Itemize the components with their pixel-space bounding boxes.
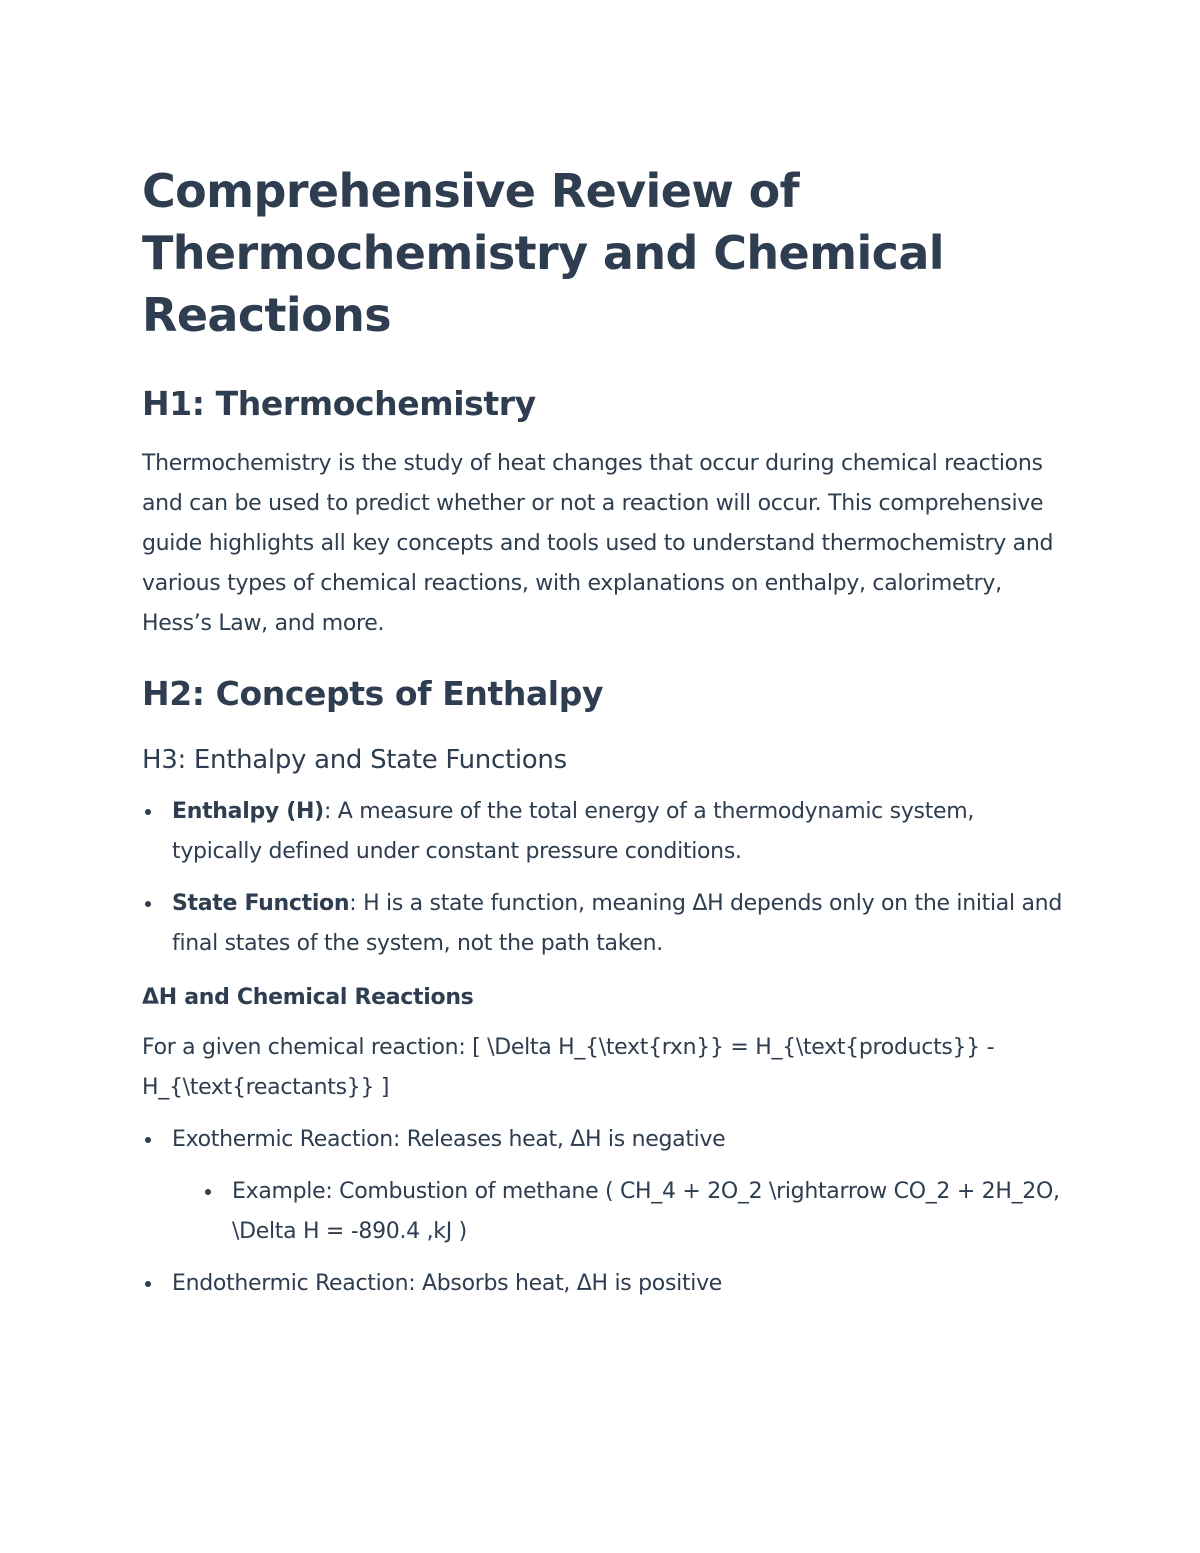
section-heading-thermochemistry: H1: Thermochemistry xyxy=(142,384,536,423)
subsection-heading-state-functions: H3: Enthalpy and State Functions xyxy=(142,745,567,775)
bullet-text: H is a state function, meaning ΔH depends only on the initial and final states of the system, not the path taken. xyxy=(172,891,1062,956)
bullet-dot xyxy=(145,1281,151,1287)
list-item-exothermic xyxy=(142,1120,1062,1252)
enthalpy-bullet-list xyxy=(142,792,1062,964)
section-heading-enthalpy: H2: Concepts of Enthalpy xyxy=(142,674,604,713)
list-item xyxy=(142,884,1062,964)
reaction-types-list xyxy=(142,1120,1062,1304)
list-item-endothermic xyxy=(142,1264,1062,1304)
bullet-separator: : xyxy=(323,799,332,824)
bullet-text: A measure of the total energy of a thermodynamic system, typically defined under constant pressure conditions. xyxy=(172,799,975,864)
example-text: Example: Combustion of methane ( CH_4 + 2O_2 \rightarrow CO_2 + 2H_2O, \Delta H = -890.4 ,kJ ) xyxy=(232,1179,1060,1244)
exothermic-sublist xyxy=(202,1172,1062,1252)
bullet-term: State Function xyxy=(172,891,350,916)
bullet-separator: : xyxy=(349,891,357,916)
reactions-heading: ΔH and Chemical Reactions xyxy=(142,985,474,1010)
document-content xyxy=(142,160,1062,1304)
bullet-term: Enthalpy (H) xyxy=(172,799,324,824)
endothermic-text: Endothermic Reaction: Absorbs heat, ΔH is positive xyxy=(172,1271,723,1296)
bullet-dot xyxy=(145,809,151,815)
bullet-dot xyxy=(145,1137,151,1143)
bullet-dot xyxy=(205,1189,211,1195)
exothermic-text: Exothermic Reaction: Releases heat, ΔH is negative xyxy=(172,1127,726,1152)
intro-paragraph: Thermochemistry is the study of heat changes that occur during chemical reactions and can be used to predict whether or not a reaction will occur. This comprehensive guide highlights all key concepts and tools used to understand thermochemistry and various types of chemical reactions, with explanations on enthalpy, calorimetry, Hess’s Law, and more. xyxy=(142,451,1054,636)
list-item-example xyxy=(202,1172,1062,1252)
list-item xyxy=(142,792,1062,872)
bullet-dot xyxy=(145,901,151,907)
document-title: Comprehensive Review of Thermochemistry and Chemical Reactions xyxy=(142,164,944,342)
reaction-formula: For a given chemical reaction: [ \Delta H_{\text{rxn}} = H_{\text{products}} - H_{\text{reactants}} ] xyxy=(142,1035,995,1100)
